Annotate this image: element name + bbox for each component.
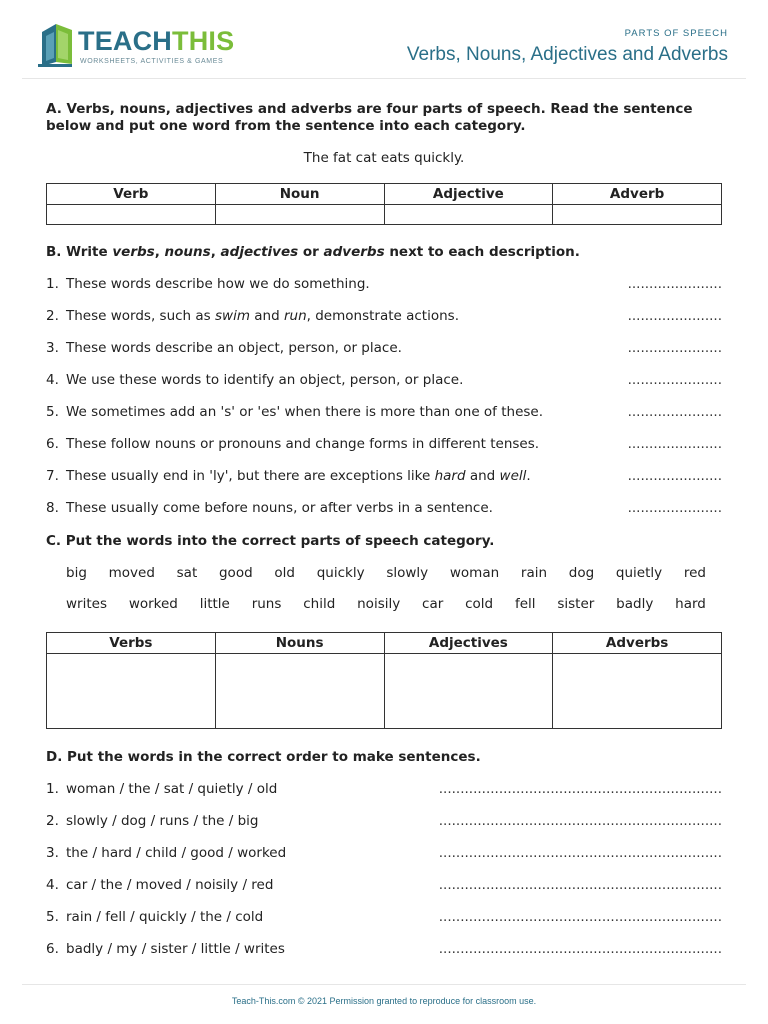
word-bank-word: child (303, 596, 336, 612)
section-a-table (46, 183, 722, 225)
heading-comma: , (154, 244, 165, 260)
word-bank-word: hard (675, 596, 706, 612)
heading-comma: , (210, 244, 221, 260)
section-a-answer-row (47, 205, 722, 225)
answer-blank[interactable]: ...................... (627, 276, 722, 292)
question-d-4 (46, 877, 722, 895)
word-bank-word: rain (520, 565, 548, 581)
answer-blank[interactable]: ...................... (627, 340, 722, 356)
word-bank-word: worked (128, 596, 178, 612)
heading-word-adverbs: adverbs (323, 244, 385, 260)
question-text: These words describe an object, person, or place. (66, 340, 402, 356)
heading-word-verbs: verbs (112, 244, 155, 260)
word-bank-row-1 (66, 565, 706, 583)
column-header-adverbs: Adverbs (553, 633, 722, 654)
question-text-part: and (465, 468, 500, 484)
question-number: 5. (46, 404, 59, 420)
question-d-6 (46, 941, 722, 959)
word-bank-word: moved (108, 565, 155, 581)
answer-blank[interactable]: .................................................................. (438, 813, 722, 829)
section-a-sentence: The fat cat eats quickly. (303, 150, 465, 166)
question-text-part: . (526, 468, 531, 484)
question-number: 5. (46, 909, 59, 925)
question-b-1 (46, 276, 722, 294)
answer-blank[interactable]: ...................... (627, 404, 722, 420)
answer-blank[interactable]: ...................... (627, 468, 722, 484)
brand-name (78, 26, 234, 57)
word-bank-word: sat (176, 565, 198, 581)
page-header (0, 0, 768, 78)
question-text-part: These words, such as (66, 308, 215, 324)
section-a-instruction-line1: A. Verbs, nouns, adjectives and adverbs are four parts of speech. Read the sentence (46, 101, 693, 117)
answer-blank[interactable]: ...................... (627, 308, 722, 324)
question-text: These follow nouns or pronouns and change forms in different tenses. (66, 436, 540, 452)
book-logo-icon (36, 22, 76, 68)
question-text-part: , demonstrate actions. (306, 308, 459, 324)
question-number: 8. (46, 500, 59, 516)
question-number: 7. (46, 468, 59, 484)
scrambled-words: rain / fell / quickly / the / cold (66, 909, 264, 925)
question-b-3 (46, 340, 722, 358)
answer-cell-adjectives[interactable] (384, 654, 553, 729)
question-text-part: These usually end in 'ly', but there are exceptions like (66, 468, 435, 484)
column-header-adjective: Adjective (384, 184, 553, 205)
word-bank-word: cold (465, 596, 494, 612)
scrambled-words: car / the / moved / noisily / red (66, 877, 274, 893)
question-text: We use these words to identify an object, person, or place. (66, 372, 464, 388)
answer-cell-noun[interactable] (215, 205, 384, 225)
question-text: We sometimes add an 's' or 'es' when there is more than one of these. (66, 404, 544, 420)
word-bank-word: badly (616, 596, 654, 612)
answer-cell-adverbs[interactable] (553, 654, 722, 729)
header-divider (22, 78, 746, 79)
brand-tagline: WORKSHEETS, ACTIVITIES & GAMES (80, 58, 224, 65)
question-number: 3. (46, 845, 59, 861)
column-header-adverb: Adverb (553, 184, 722, 205)
scrambled-words: the / hard / child / good / worked (66, 845, 287, 861)
heading-suffix: next to each description. (384, 244, 580, 260)
question-text (66, 308, 459, 324)
word-bank-word: fell (514, 596, 536, 612)
scrambled-words: woman / the / sat / quietly / old (66, 781, 278, 797)
word-bank-word: good (218, 565, 253, 581)
example-word: hard (434, 468, 466, 484)
word-bank-word: old (274, 565, 295, 581)
section-b-heading (46, 244, 580, 260)
question-text: These usually come before nouns, or after verbs in a sentence. (66, 500, 493, 516)
section-c-answer-row (47, 654, 722, 729)
word-bank-word: noisily (357, 596, 401, 612)
heading-prefix: B. Write (46, 244, 113, 260)
word-bank-word: little (199, 596, 230, 612)
worksheet-category: PARTS OF SPEECH (624, 28, 728, 39)
column-header-nouns: Nouns (215, 633, 384, 654)
question-text: These words describe how we do something. (66, 276, 370, 292)
question-b-4 (46, 372, 722, 390)
word-bank-word: dog (568, 565, 595, 581)
teach-this-logo (36, 22, 236, 70)
question-b-6 (46, 436, 722, 454)
worksheet-title: Verbs, Nouns, Adjectives and Adverbs (406, 44, 728, 65)
word-bank-word: woman (449, 565, 500, 581)
answer-cell-adjective[interactable] (384, 205, 553, 225)
section-a-header-row (47, 184, 722, 205)
example-word: well (499, 468, 527, 484)
question-number: 1. (46, 781, 59, 797)
column-header-verbs: Verbs (47, 633, 216, 654)
answer-blank[interactable]: .................................................................. (438, 781, 722, 797)
question-b-5 (46, 404, 722, 422)
word-bank-word: car (422, 596, 444, 612)
answer-blank[interactable]: .................................................................. (438, 909, 722, 925)
question-number: 2. (46, 308, 59, 324)
word-bank-word: sister (557, 596, 595, 612)
question-number: 6. (46, 436, 59, 452)
heading-word-adjectives: adjectives (220, 244, 299, 260)
answer-blank[interactable]: .................................................................. (438, 941, 722, 957)
word-bank-word: big (66, 565, 87, 581)
question-number: 4. (46, 372, 59, 388)
question-b-7 (46, 468, 722, 486)
column-header-adjectives: Adjectives (384, 633, 553, 654)
word-bank-word: red (683, 565, 706, 581)
question-text-part: and (249, 308, 284, 324)
copyright-footer: Teach-This.com © 2021 Permission granted to reproduce for classroom use. (231, 996, 537, 1006)
question-d-3 (46, 845, 722, 863)
scrambled-words: badly / my / sister / little / writes (66, 941, 285, 957)
example-word: swim (215, 308, 250, 324)
word-bank-word: quietly (615, 565, 663, 581)
section-c-table (46, 632, 722, 729)
answer-cell-nouns[interactable] (215, 654, 384, 729)
word-bank-word: slowly (386, 565, 429, 581)
question-d-2 (46, 813, 722, 831)
word-bank-word: runs (251, 596, 282, 612)
word-bank-row-2 (66, 596, 706, 614)
question-number: 6. (46, 941, 59, 957)
question-number: 3. (46, 340, 59, 356)
heading-or: or (298, 244, 324, 260)
example-word: run (283, 308, 307, 324)
column-header-noun: Noun (215, 184, 384, 205)
answer-blank[interactable]: ...................... (627, 372, 722, 388)
answer-blank[interactable]: .................................................................. (438, 877, 722, 893)
question-number: 1. (46, 276, 59, 292)
answer-blank[interactable]: ...................... (627, 436, 722, 452)
question-d-1 (46, 781, 722, 799)
answer-cell-verbs[interactable] (47, 654, 216, 729)
question-text (66, 468, 531, 484)
answer-blank[interactable]: .................................................................. (438, 845, 722, 861)
question-b-8 (46, 500, 722, 518)
heading-word-nouns: nouns (164, 244, 211, 260)
section-a-instruction-line2: below and put one word from the sentence into each category. (46, 118, 526, 134)
footer-divider (22, 984, 746, 985)
answer-blank[interactable]: ...................... (627, 500, 722, 516)
column-header-verb: Verb (47, 184, 216, 205)
question-number: 4. (46, 877, 59, 893)
section-c-header-row (47, 633, 722, 654)
answer-cell-verb[interactable] (47, 205, 216, 225)
question-d-5 (46, 909, 722, 927)
word-bank-word: writes (66, 596, 107, 612)
scrambled-words: slowly / dog / runs / the / big (66, 813, 259, 829)
section-c-heading: C. Put the words into the correct parts of speech category. (46, 533, 495, 549)
answer-cell-adverb[interactable] (553, 205, 722, 225)
section-d-heading: D. Put the words in the correct order to make sentences. (46, 749, 481, 765)
brand-part-this: THIS (172, 26, 235, 56)
brand-part-teach: TEACH (78, 26, 172, 56)
word-bank-word: quickly (316, 565, 365, 581)
question-b-2 (46, 308, 722, 326)
question-number: 2. (46, 813, 59, 829)
